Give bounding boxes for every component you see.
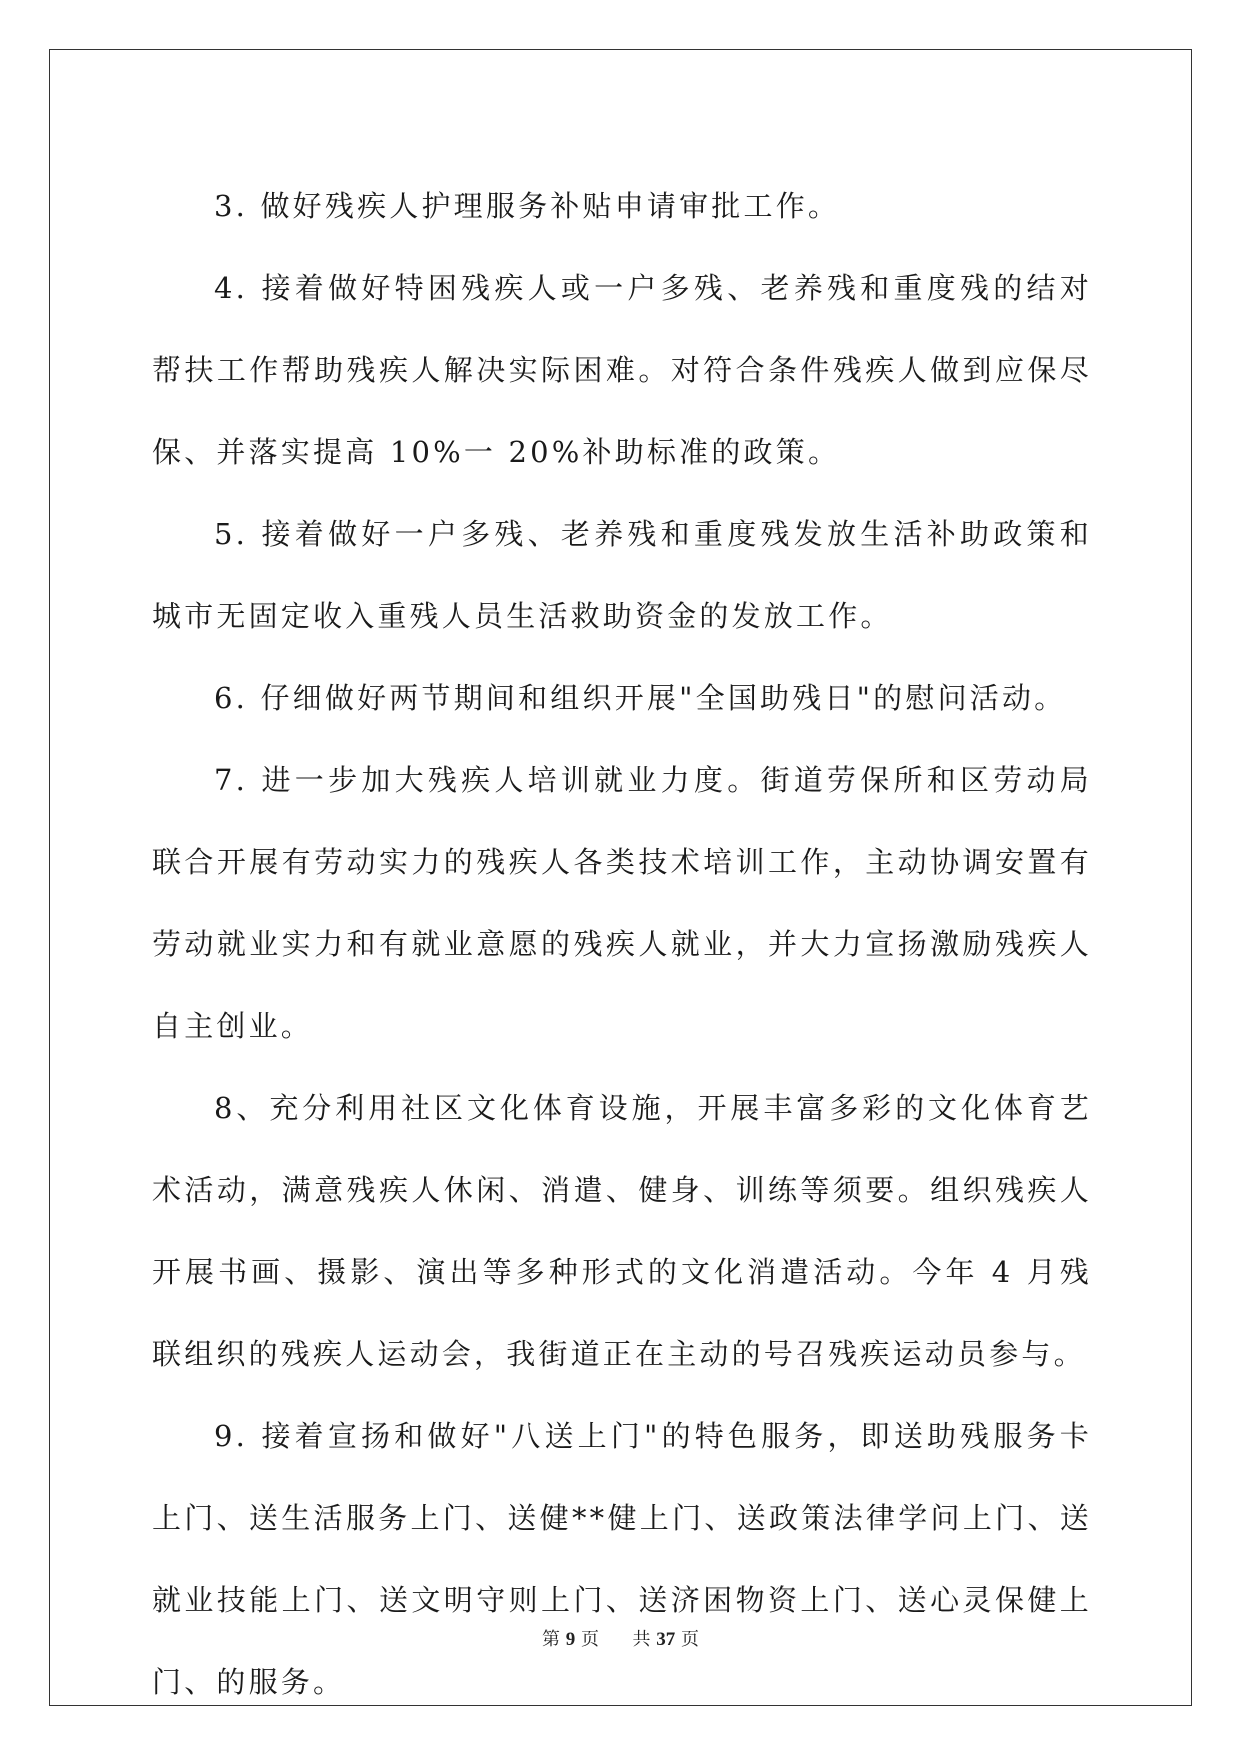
paragraph-7: 7. 进一步加大残疾人培训就业力度。街道劳保所和区劳动局联合开展有劳动实力的残疾人各类技术培训工作，主动协调安置有劳动就业实力和有就业意愿的残疾人就业，并大力宣扬激励残疾人自主创业。	[152, 763, 1092, 1043]
paragraph-8: 8、充分利用社区文化体育设施，开展丰富多彩的文化体育艺术活动，满意残疾人休闲、消遣、健身、训练等须要。组织残疾人开展书画、摄影、演出等多种形式的文化消遣活动。今年 4 月残联组织的残疾人运动会，我街道正在主动的号召残疾运动员参与。	[152, 1091, 1092, 1371]
total-prefix: 共	[632, 1629, 651, 1650]
page-footer	[0, 1625, 1241, 1651]
paragraph-3: 3. 做好残疾人护理服务补贴申请审批工作。	[214, 189, 841, 223]
total-unit: 页	[680, 1629, 699, 1650]
paragraph-9: 9. 接着宣扬和做好"八送上门"的特色服务，即送助残服务卡上门、送生活服务上门、送健**健上门、送政策法律学问上门、送就业技能上门、送文明守则上门、送济困物资上门、送心灵保健上门、的服务。	[152, 1419, 1092, 1699]
paragraph-4: 4. 接着做好特困残疾人或一户多残、老养残和重度残的结对帮扶工作帮助残疾人解决实际困难。对符合条件残疾人做到应保尽保、并落实提高 10%一 20%补助标准的政策。	[152, 271, 1092, 469]
total-page-number: 37	[656, 1629, 676, 1650]
current-page-number: 9	[565, 1629, 576, 1650]
document-body	[152, 165, 1092, 1723]
page-prefix: 第	[542, 1629, 561, 1650]
paragraph-5: 5. 接着做好一户多残、老养残和重度残发放生活补助政策和城市无固定收入重残人员生活救助资金的发放工作。	[152, 517, 1092, 633]
page-unit: 页	[581, 1629, 600, 1650]
paragraph-6: 6. 仔细做好两节期间和组织开展"全国助残日"的慰问活动。	[214, 681, 1067, 715]
